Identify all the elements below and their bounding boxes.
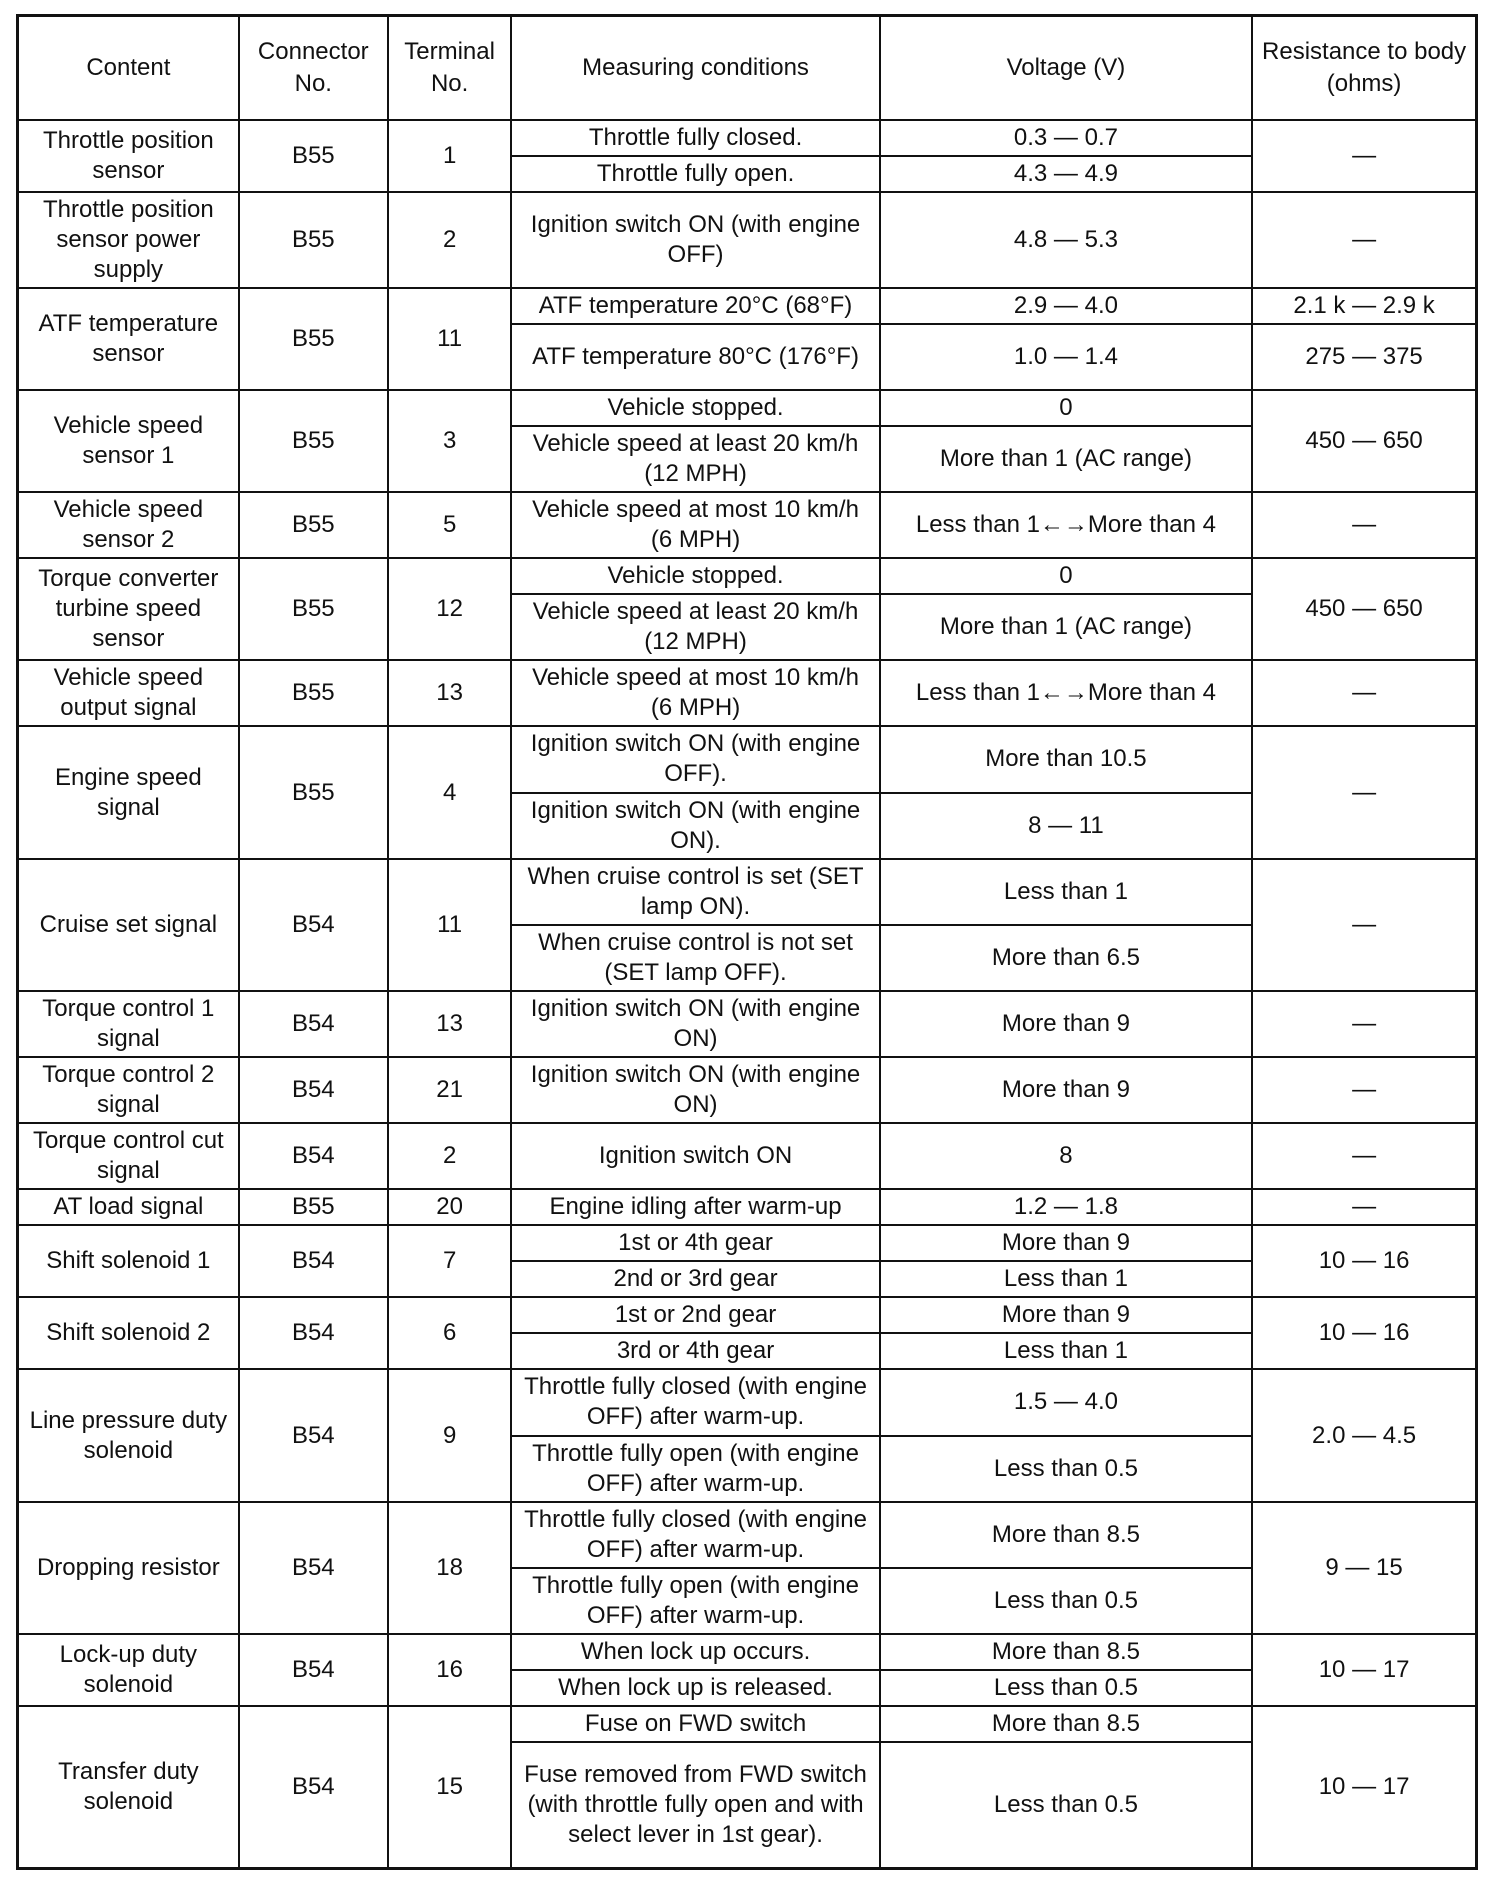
- connector-cell: B55: [239, 726, 388, 858]
- condition-cell: Fuse removed from FWD switch (with throttle fully open and with select lever in 1st gear).: [511, 1742, 879, 1868]
- connector-cell: B55: [239, 558, 388, 660]
- resistance-cell: —: [1252, 1057, 1476, 1123]
- voltage-cell: More than 8.5: [880, 1706, 1252, 1742]
- voltage-cell: More than 6.5: [880, 925, 1252, 991]
- resistance-cell: —: [1252, 991, 1476, 1057]
- condition-cell: Throttle fully closed (with engine OFF) after warm-up.: [511, 1502, 879, 1568]
- resistance-cell: 9 — 15: [1252, 1502, 1476, 1634]
- content-cell: AT load signal: [18, 1189, 239, 1225]
- resistance-cell: 450 — 650: [1252, 558, 1476, 660]
- voltage-cell: 8: [880, 1123, 1252, 1189]
- condition-cell: ATF temperature 20°C (68°F): [511, 288, 879, 324]
- content-cell: Dropping resistor: [18, 1502, 239, 1634]
- table-row: [18, 390, 1477, 426]
- table-body: [18, 120, 1477, 1869]
- resistance-cell: —: [1252, 1123, 1476, 1189]
- table-row: [18, 726, 1477, 792]
- voltage-cell: More than 9: [880, 991, 1252, 1057]
- voltage-cell: More than 9: [880, 1297, 1252, 1333]
- voltage-cell: Less than 1: [880, 1333, 1252, 1369]
- header-terminal-no: Terminal No.: [388, 16, 511, 120]
- header-voltage: Voltage (V): [880, 16, 1252, 120]
- condition-cell: Vehicle speed at least 20 km/h (12 MPH): [511, 426, 879, 492]
- table-row: [18, 492, 1477, 558]
- table-row: [18, 1502, 1477, 1568]
- content-cell: Torque converter turbine speed sensor: [18, 558, 239, 660]
- condition-cell: 2nd or 3rd gear: [511, 1261, 879, 1297]
- terminal-cell: 16: [388, 1634, 511, 1706]
- content-cell: Vehicle speed sensor 1: [18, 390, 239, 492]
- voltage-cell: More than 1 (AC range): [880, 594, 1252, 660]
- voltage-cell: More than 1 (AC range): [880, 426, 1252, 492]
- condition-cell: Vehicle speed at most 10 km/h (6 MPH): [511, 660, 879, 726]
- connector-cell: B54: [239, 1297, 388, 1369]
- table-row: [18, 660, 1477, 726]
- terminal-cell: 11: [388, 859, 511, 991]
- condition-cell: When lock up occurs.: [511, 1634, 879, 1670]
- voltage-cell: 1.2 — 1.8: [880, 1189, 1252, 1225]
- condition-cell: Throttle fully open.: [511, 156, 879, 192]
- resistance-cell: 275 — 375: [1252, 324, 1476, 390]
- voltage-cell: 4.3 — 4.9: [880, 156, 1252, 192]
- table-row: [18, 288, 1477, 324]
- content-cell: Shift solenoid 2: [18, 1297, 239, 1369]
- voltage-cell: Less than 0.5: [880, 1742, 1252, 1868]
- condition-cell: 1st or 2nd gear: [511, 1297, 879, 1333]
- terminal-cell: 6: [388, 1297, 511, 1369]
- voltage-cell: More than 8.5: [880, 1634, 1252, 1670]
- condition-cell: Ignition switch ON (with engine OFF).: [511, 726, 879, 792]
- voltage-cell: 4.8 — 5.3: [880, 192, 1252, 288]
- voltage-cell: More than 9: [880, 1057, 1252, 1123]
- condition-cell: When lock up is released.: [511, 1670, 879, 1706]
- voltage-cell: 0: [880, 390, 1252, 426]
- header-content: Content: [18, 16, 239, 120]
- resistance-cell: —: [1252, 726, 1476, 858]
- condition-cell: Vehicle speed at most 10 km/h (6 MPH): [511, 492, 879, 558]
- resistance-cell: 10 — 17: [1252, 1634, 1476, 1706]
- connector-cell: B54: [239, 1123, 388, 1189]
- terminal-cell: 21: [388, 1057, 511, 1123]
- condition-cell: When cruise control is not set (SET lamp OFF).: [511, 925, 879, 991]
- condition-cell: 3rd or 4th gear: [511, 1333, 879, 1369]
- voltage-cell: More than 8.5: [880, 1502, 1252, 1568]
- voltage-cell: Less than 1←→More than 4: [880, 660, 1252, 726]
- connector-cell: B54: [239, 859, 388, 991]
- terminal-cell: 4: [388, 726, 511, 858]
- condition-cell: Throttle fully closed.: [511, 120, 879, 156]
- voltage-cell: Less than 0.5: [880, 1670, 1252, 1706]
- header-connector-no: Connector No.: [239, 16, 388, 120]
- table-row: [18, 1369, 1477, 1435]
- terminal-cell: 13: [388, 991, 511, 1057]
- content-cell: Vehicle speed sensor 2: [18, 492, 239, 558]
- terminal-cell: 5: [388, 492, 511, 558]
- connector-cell: B54: [239, 1706, 388, 1869]
- connector-cell: B55: [239, 120, 388, 192]
- table-row: [18, 1634, 1477, 1670]
- voltage-cell: Less than 0.5: [880, 1436, 1252, 1502]
- voltage-cell: 1.5 — 4.0: [880, 1369, 1252, 1435]
- header-row: [18, 16, 1477, 120]
- terminal-cell: 13: [388, 660, 511, 726]
- connector-cell: B55: [239, 192, 388, 288]
- table-row: [18, 120, 1477, 156]
- terminal-cell: 15: [388, 1706, 511, 1869]
- content-cell: Vehicle speed output signal: [18, 660, 239, 726]
- connector-cell: B55: [239, 1189, 388, 1225]
- table-row: [18, 1225, 1477, 1261]
- resistance-cell: 2.0 — 4.5: [1252, 1369, 1476, 1501]
- voltage-cell: Less than 0.5: [880, 1568, 1252, 1634]
- condition-cell: Throttle fully open (with engine OFF) after warm-up.: [511, 1568, 879, 1634]
- content-cell: Torque control 2 signal: [18, 1057, 239, 1123]
- content-cell: Throttle position sensor: [18, 120, 239, 192]
- connector-cell: B55: [239, 660, 388, 726]
- terminal-cell: 1: [388, 120, 511, 192]
- condition-cell: When cruise control is set (SET lamp ON).: [511, 859, 879, 925]
- resistance-cell: 450 — 650: [1252, 390, 1476, 492]
- condition-cell: Vehicle stopped.: [511, 390, 879, 426]
- table-row: [18, 1189, 1477, 1225]
- voltage-cell: 0: [880, 558, 1252, 594]
- content-cell: Line pressure duty solenoid: [18, 1369, 239, 1501]
- terminal-cell: 18: [388, 1502, 511, 1634]
- condition-cell: Throttle fully open (with engine OFF) after warm-up.: [511, 1436, 879, 1502]
- header-measuring-conditions: Measuring conditions: [511, 16, 879, 120]
- condition-cell: Ignition switch ON (with engine ON): [511, 1057, 879, 1123]
- resistance-cell: 10 — 17: [1252, 1706, 1476, 1869]
- voltage-cell: More than 9: [880, 1225, 1252, 1261]
- table-row: [18, 1706, 1477, 1742]
- table-row: [18, 991, 1477, 1057]
- table-row: [18, 1123, 1477, 1189]
- terminal-cell: 7: [388, 1225, 511, 1297]
- header-resistance: Resistance to body (ohms): [1252, 16, 1476, 120]
- condition-cell: Throttle fully closed (with engine OFF) after warm-up.: [511, 1369, 879, 1435]
- content-cell: Engine speed signal: [18, 726, 239, 858]
- resistance-cell: —: [1252, 859, 1476, 991]
- content-cell: Shift solenoid 1: [18, 1225, 239, 1297]
- table-row: [18, 1057, 1477, 1123]
- connector-cell: B54: [239, 1057, 388, 1123]
- resistance-cell: —: [1252, 660, 1476, 726]
- terminal-voltage-table: [16, 14, 1478, 1870]
- connector-cell: B54: [239, 1634, 388, 1706]
- condition-cell: Engine idling after warm-up: [511, 1189, 879, 1225]
- voltage-cell: Less than 1: [880, 859, 1252, 925]
- terminal-cell: 11: [388, 288, 511, 390]
- resistance-cell: —: [1252, 492, 1476, 558]
- voltage-cell: 2.9 — 4.0: [880, 288, 1252, 324]
- terminal-cell: 3: [388, 390, 511, 492]
- voltage-cell: 1.0 — 1.4: [880, 324, 1252, 390]
- connector-cell: B55: [239, 288, 388, 390]
- resistance-cell: —: [1252, 192, 1476, 288]
- content-cell: Cruise set signal: [18, 859, 239, 991]
- terminal-cell: 9: [388, 1369, 511, 1501]
- voltage-cell: Less than 1: [880, 1261, 1252, 1297]
- content-cell: Torque control 1 signal: [18, 991, 239, 1057]
- terminal-cell: 2: [388, 192, 511, 288]
- table-row: [18, 1297, 1477, 1333]
- voltage-cell: Less than 1←→More than 4: [880, 492, 1252, 558]
- content-cell: Torque control cut signal: [18, 1123, 239, 1189]
- table-row: [18, 859, 1477, 925]
- connector-cell: B54: [239, 1369, 388, 1501]
- connector-cell: B54: [239, 1225, 388, 1297]
- connector-cell: B55: [239, 492, 388, 558]
- content-cell: Transfer duty solenoid: [18, 1706, 239, 1869]
- table-row: [18, 192, 1477, 288]
- terminal-cell: 2: [388, 1123, 511, 1189]
- voltage-cell: 0.3 — 0.7: [880, 120, 1252, 156]
- condition-cell: Ignition switch ON (with engine ON): [511, 991, 879, 1057]
- voltage-cell: More than 10.5: [880, 726, 1252, 792]
- content-cell: Throttle position sensor power supply: [18, 192, 239, 288]
- connector-cell: B54: [239, 991, 388, 1057]
- connector-cell: B54: [239, 1502, 388, 1634]
- condition-cell: Fuse on FWD switch: [511, 1706, 879, 1742]
- condition-cell: Vehicle stopped.: [511, 558, 879, 594]
- table-row: [18, 558, 1477, 594]
- voltage-cell: 8 — 11: [880, 793, 1252, 859]
- terminal-cell: 12: [388, 558, 511, 660]
- resistance-cell: 2.1 k — 2.9 k: [1252, 288, 1476, 324]
- resistance-cell: 10 — 16: [1252, 1225, 1476, 1297]
- condition-cell: Ignition switch ON (with engine OFF): [511, 192, 879, 288]
- condition-cell: ATF temperature 80°C (176°F): [511, 324, 879, 390]
- content-cell: ATF temperature sensor: [18, 288, 239, 390]
- condition-cell: Vehicle speed at least 20 km/h (12 MPH): [511, 594, 879, 660]
- resistance-cell: —: [1252, 120, 1476, 192]
- connector-cell: B55: [239, 390, 388, 492]
- terminal-cell: 20: [388, 1189, 511, 1225]
- condition-cell: 1st or 4th gear: [511, 1225, 879, 1261]
- condition-cell: Ignition switch ON (with engine ON).: [511, 793, 879, 859]
- resistance-cell: 10 — 16: [1252, 1297, 1476, 1369]
- resistance-cell: —: [1252, 1189, 1476, 1225]
- condition-cell: Ignition switch ON: [511, 1123, 879, 1189]
- content-cell: Lock-up duty solenoid: [18, 1634, 239, 1706]
